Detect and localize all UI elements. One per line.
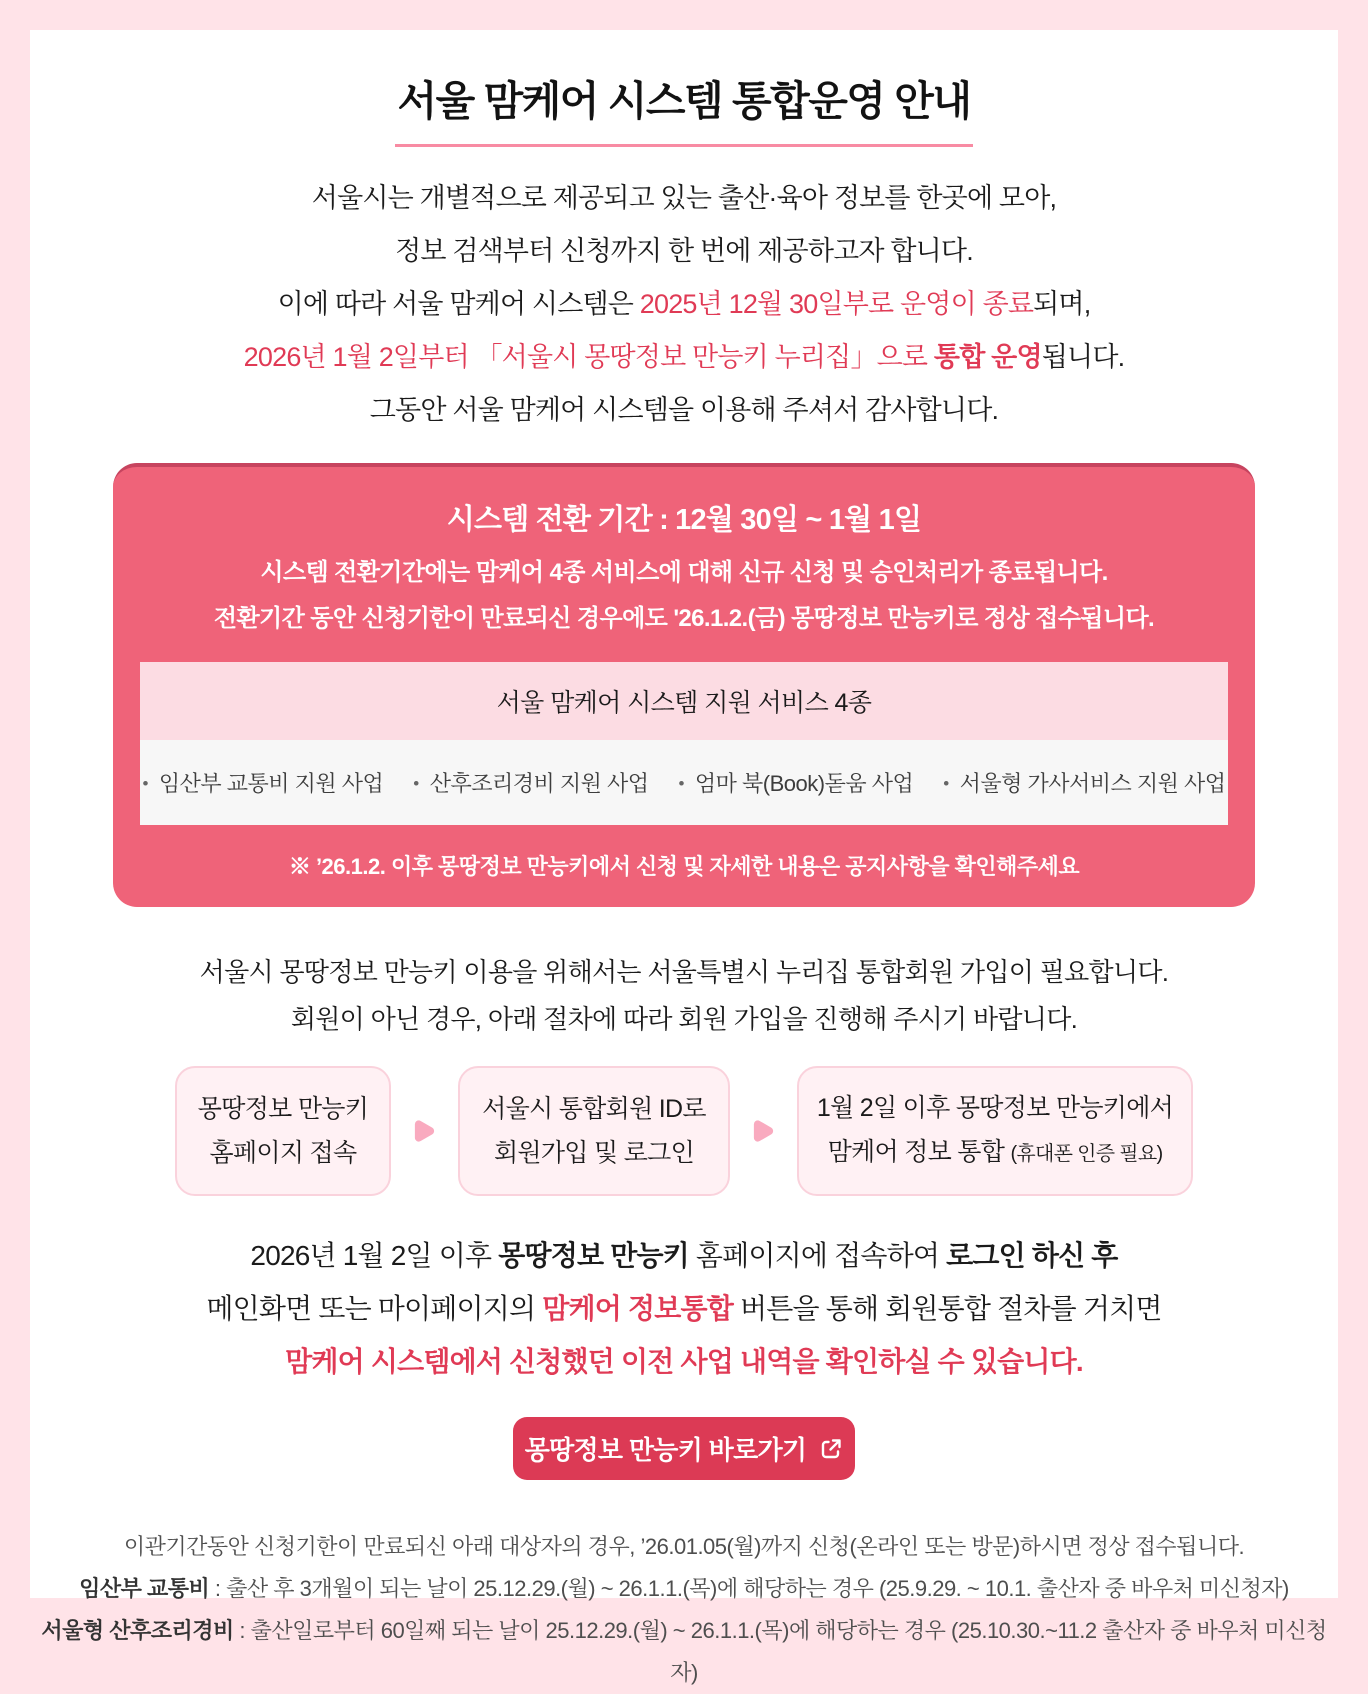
service-item: • 산후조리경비 지원 사업 [413,767,648,798]
callout-title: 시스템 전환 기간 : 12월 30일 ~ 1월 1일 [446,504,922,536]
step-box-info-integration [797,1066,1193,1196]
step-line: 맘케어 정보 통합 (휴대폰 인증 필요) [827,1138,1163,1166]
services-list [140,740,1228,825]
step-line: 서울시 통합회원 ID로 [482,1095,706,1123]
mongttang-shortcut-button[interactable] [513,1417,855,1480]
signup-steps-row [30,1066,1338,1196]
step-line: 회원가입 및 로그인 [493,1139,695,1167]
membership-line: 회원이 아닌 경우, 아래 절차에 따라 회원 가입을 진행해 주시기 바랍니다. [290,1004,1078,1034]
intro-line: 2026년 1월 2일부터 「서울시 몽땅정보 만능키 누리집」으로 통합 운영됩니다. [243,342,1125,372]
callout-footnote: ※ ’26.1.2. 이후 몽땅정보 만능키에서 신청 및 자세한 내용은 공지사항을 확인해주세요 [288,854,1080,879]
footnote-line: 임산부 교통비 : 출산 후 3개월이 되는 날이 25.12.29.(월) ~ 26.1.1.(목)에 해당하는 경우 (25.9.29. ~ 10.1. 출산자 중 바우처 미신청자) [79,1576,1289,1601]
page-title: 서울 맘케어 시스템 통합운영 안내 [397,78,971,124]
intro-line: 그동안 서울 맘케어 시스템을 이용해 주셔서 감사합니다. [369,395,999,425]
service-item: • 서울형 가사서비스 지원 사업 [943,767,1225,798]
notice-card [30,30,1338,1685]
membership-notice [30,949,1338,1043]
callout-line: 시스템 전환기간에는 맘케어 4종 서비스에 대해 신규 신청 및 승인처리가 종료됩니다. [260,559,1108,586]
intro-line: 정보 검색부터 신청까지 한 번에 제공하고자 합니다. [395,236,973,266]
arrow-right-icon [751,1116,776,1146]
services-header: 서울 맘케어 시스템 지원 서비스 4종 [140,662,1228,740]
transition-period-callout [113,463,1255,907]
services-box [140,662,1228,825]
integration-instructions [30,1229,1338,1388]
step-line: 1월 2일 이후 몽땅정보 만능키에서 [816,1094,1174,1122]
intro-line: 서울시는 개별적으로 제공되고 있는 출산·육아 정보를 한곳에 모아, [311,183,1057,213]
external-link-icon [819,1437,843,1461]
arrow-right-icon [412,1116,437,1146]
intro-paragraph [30,172,1338,437]
step-box-signup-login [458,1066,730,1196]
step-line: 몽땅정보 만능키 [197,1095,369,1123]
footnotes-section [30,1526,1338,1694]
footnote-line: 서울형 산후조리경비 : 출산일로부터 60일째 되는 날이 25.12.29.(월) ~ 26.1.1.(목)에 해당하는 경우 (25.10.30.~11.2 출산자 중 바우처 미신청자) [41,1618,1327,1685]
service-item: • 엄마 북(Book)돋움 사업 [678,767,913,798]
intro-line: 이에 따라 서울 맘케어 시스템은 2025년 12월 30일부로 운영이 종료되며, [277,289,1091,319]
step-box-homepage-access [175,1066,391,1196]
title-underline [395,144,973,147]
service-item: • 임산부 교통비 지원 사업 [142,767,383,798]
integration-line: 맘케어 시스템에서 신청했던 이전 사업 내역을 확인하실 수 있습니다. [285,1346,1083,1377]
integration-line: 2026년 1월 2일 이후 몽땅정보 만능키 홈페이지에 접속하여 로그인 하신 후 [250,1240,1118,1271]
callout-line: 전환기간 동안 신청기한이 만료되신 경우에도 '26.1.2.(금) 몽땅정보 만능키로 정상 접수됩니다. [213,605,1155,632]
membership-line: 서울시 몽땅정보 만능키 이용을 위해서는 서울특별시 누리집 통합회원 가입이 필요합니다. [199,957,1169,987]
step-line: 홈페이지 접속 [209,1139,357,1167]
footnote-line: 이관기간동안 신청기한이 만료되신 아래 대상자의 경우, ’26.01.05(월)까지 신청(온라인 또는 방문)하시면 정상 접수됩니다. [123,1534,1245,1559]
integration-line: 메인화면 또는 마이페이지의 맘케어 정보통합 버튼을 통해 회원통합 절차를 거치면 [206,1293,1162,1324]
cta-label: 몽땅정보 만능키 바로가기 [524,1435,807,1465]
